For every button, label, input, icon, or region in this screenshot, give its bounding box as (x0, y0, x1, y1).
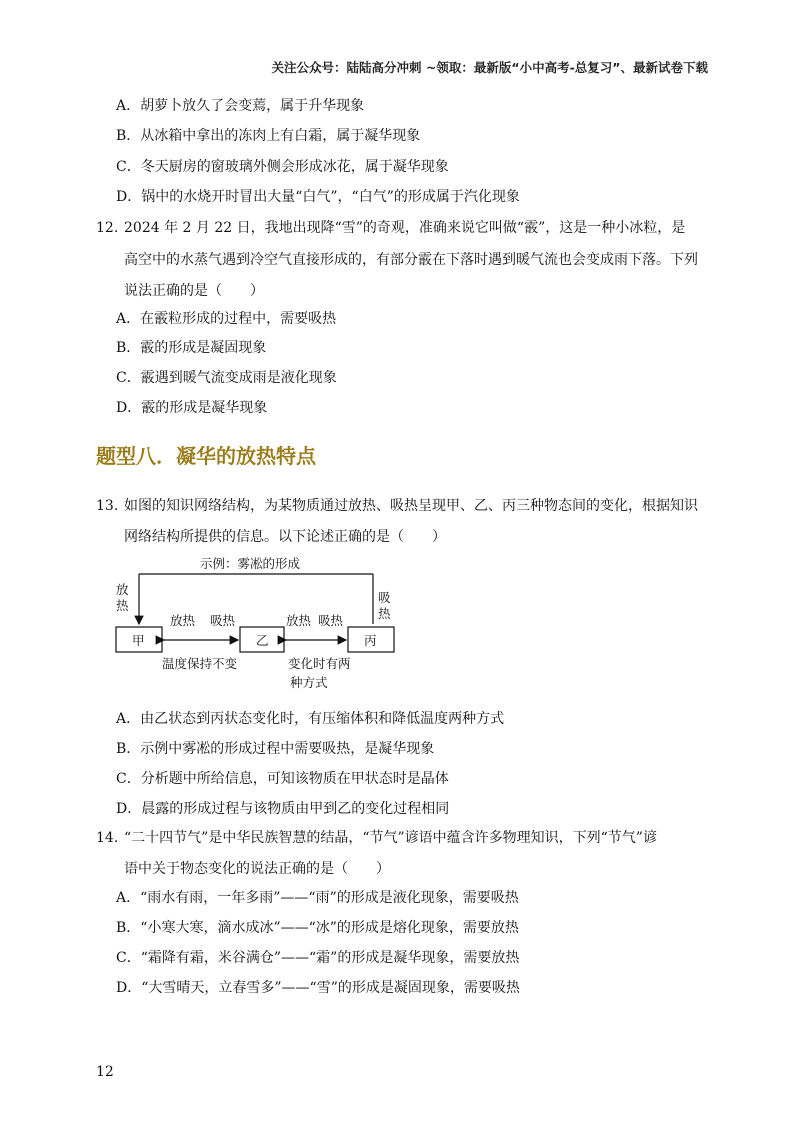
q13-option-d: D．晨露的形成过程与该物质由甲到乙的变化过程相同 (116, 801, 450, 817)
page-header: 关注公众号：陆陆高分冲刺 ~领取：最新版“小中高考-总复习”、最新试卷下载 (271, 60, 708, 75)
q12-option-b: B．霰的形成是凝固现象 (116, 340, 267, 356)
q11-option-d: D．锅中的水烧开时冒出大量“白气”，“白气”的形成属于汽化现象 (116, 189, 520, 205)
note-left: 温度保持不变 (162, 656, 238, 671)
q13-option-c: C．分析题中所给信息，可知该物质在甲状态时是晶体 (116, 771, 449, 787)
q14-stem-line1: “二十四节气”是中华民族智慧的结晶，“节气”谚语中蕴含许多物理知识，下列“节气”谚 (124, 830, 657, 846)
left-vertical-label-1: 放 (116, 582, 129, 597)
section-title: 题型八．凝华的放热特点 (96, 444, 316, 468)
q14-number: 14. (96, 830, 119, 846)
q14-option-d: D．“大雪晴天，立春雪多”——“雪”的形成是凝固现象，需要吸热 (116, 980, 520, 996)
q12-option-a: A．在霰粒形成的过程中，需要吸热 (116, 311, 337, 327)
note-right-line1: 变化时有两 (288, 656, 351, 671)
q12-stem-line1: 2024 年 2 月 22 日，我地出现降“雪”的奇观，准确来说它叫做“霰”，这是一种小冰粒，是 (124, 220, 686, 236)
page-number: 12 (96, 1064, 114, 1080)
note-right-line2: 种方式 (290, 675, 328, 690)
right-release-label: 放热 (286, 613, 312, 628)
q13-option-a: A．由乙状态到丙状态变化时，有压缩体积和降低温度两种方式 (116, 711, 505, 727)
q11-option-b: B．从冰箱中拿出的冻肉上有白霜，属于凝华现象 (116, 128, 421, 144)
q11-option-c: C．冬天厨房的窗玻璃外侧会形成冰花，属于凝华现象 (116, 159, 449, 175)
q14-stem-line2: 语中关于物态变化的说法正确的是（ ） (124, 861, 390, 877)
state-label-yi: 乙 (256, 633, 269, 648)
right-absorb-label: 吸热 (318, 613, 344, 628)
q14-option-b: B．“小寒大寒，滴水成冰”——“冰”的形成是熔化现象，需要放热 (116, 920, 519, 936)
phase-change-diagram (112, 552, 402, 697)
q13-number: 13. (96, 498, 119, 514)
q14-option-c: C．“霜降有霜，米谷满仓”——“霜”的形成是凝华现象，需要放热 (116, 950, 520, 966)
state-label-jia: 甲 (132, 633, 145, 648)
q13-option-b: B．示例中雾凇的形成过程中需要吸热，是凝华现象 (116, 741, 435, 757)
right-vertical-label-1: 吸 (378, 590, 391, 605)
left-vertical-label-2: 热 (116, 598, 129, 613)
q13-stem-line2: 网络结构所提供的信息。以下论述正确的是（ ） (124, 529, 446, 545)
q13-stem-line1: 如图的知识网络结构，为某物质通过放热、吸热呈现甲、乙、丙三种物态间的变化，根据知识 (124, 498, 698, 514)
q12-option-d: D．霰的形成是凝华现象 (116, 400, 268, 416)
q14-option-a: A．“雨水有雨，一年多雨”——“雨”的形成是液化现象，需要吸热 (116, 890, 519, 906)
right-vertical-label-2: 热 (378, 606, 391, 621)
q12-option-c: C．霰遇到暖气流变成雨是液化现象 (116, 370, 337, 386)
left-release-label: 放热 (170, 613, 196, 628)
q12-stem-line3: 说法正确的是（ ） (124, 283, 264, 299)
example-label: 示例：雾凇的形成 (200, 556, 301, 571)
q12-stem-line2: 高空中的水蒸气遇到冷空气直接形成的，有部分霰在下落时遇到暖气流也会变成雨下落。下列 (124, 252, 698, 268)
left-absorb-label: 吸热 (210, 613, 236, 628)
q11-option-a: A．胡萝卜放久了会变蔫，属于升华现象 (116, 98, 365, 114)
state-label-bing: 丙 (364, 633, 377, 648)
q12-number: 12. (96, 220, 119, 236)
